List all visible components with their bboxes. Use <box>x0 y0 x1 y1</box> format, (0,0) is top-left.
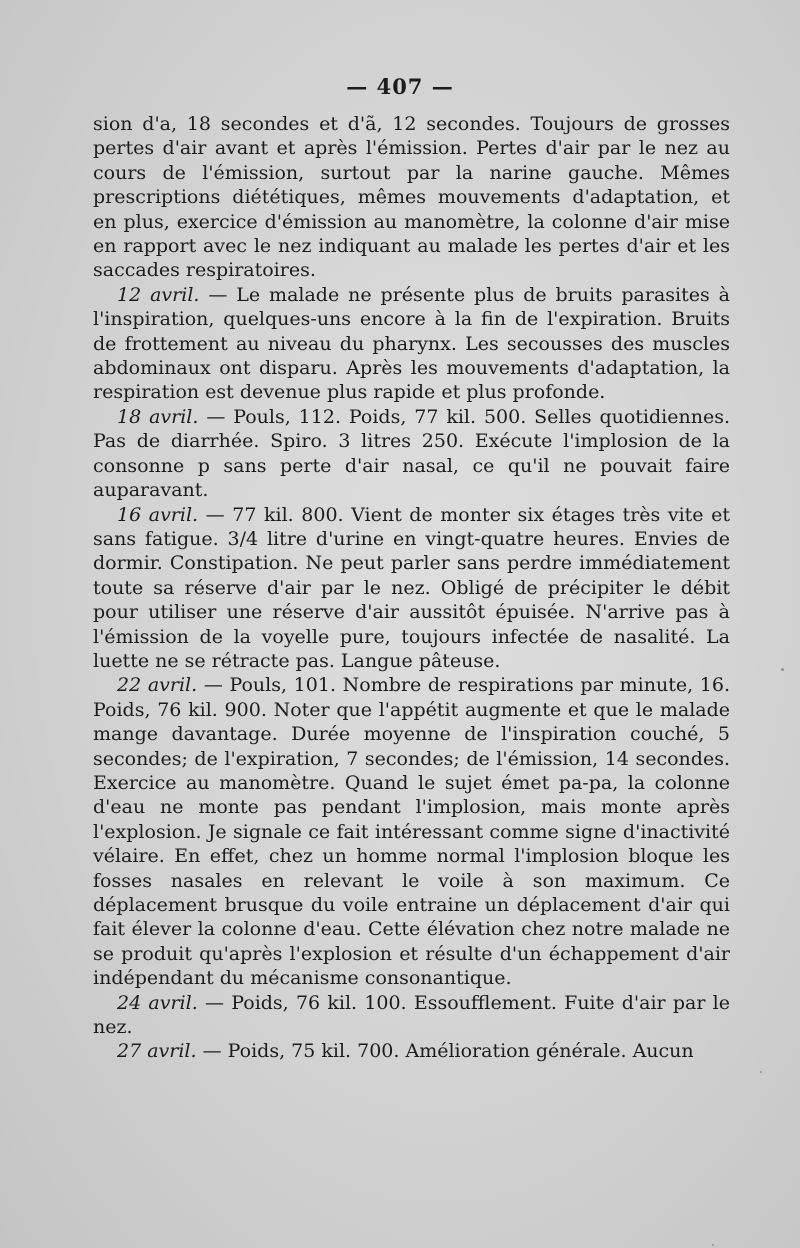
paper-speckle <box>781 668 784 671</box>
entry-text: — Le malade ne présente plus de bruits parasites à l'inspiration, quelques-uns encore à la fin de l'expiration. Bruits de frottement au niveau du pharynx. Les secousses des muscles abdominaux ont disparu. Après les mouvements d'adaptation, la respiration est devenue plus rapide et plus profonde. <box>93 283 730 404</box>
diary-entry-22-avril <box>93 673 730 990</box>
entry-text: — 77 kil. 800. Vient de monter six étages très vite et sans fatigue. 3/4 litre d'urine en vingt-quatre heures. Envies de dormir. Constipation. Ne peut parler sans perdre immédiatement toute sa réserve d'air par le nez. Obligé de précipiter le débit pour utiliser une réserve d'air aussitôt épuisée. N'arrive pas à l'émission de la voyelle pure, toujours infectée de nasalité. La luette ne se rétracte pas. Langue pâteuse. <box>93 503 730 672</box>
diary-entry-18-avril <box>93 405 730 503</box>
entry-date: 16 avril. <box>117 503 199 526</box>
entry-text: — Pouls, 101. Nombre de respirations par minute, 16. Poids, 76 kil. 900. Noter que l'appétit augmente et que le malade mange davantage. Durée moyenne de l'inspiration couché, 5 secondes; de l'expiration, 7 secondes; de l'émission, 14 secondes. Exercice au manomètre. Quand le sujet émet pa-pa, la colonne d'eau ne monte pas pendant l'implosion, mais monte après l'explosion. Je signale ce fait intéressant comme signe d'inactivité vélaire. En effet, chez un homme normal l'implosion bloque les fosses nasales en relevant le voile à son maximum. Ce déplacement brusque du voile entraine un déplacement d'air qui fait élever la colonne d'eau. Cette élévation chez notre malade ne se produit qu'après l'explosion et résulte d'un échappement d'air indépendant du mécanisme consonantique. <box>93 674 730 990</box>
entry-date: 27 avril. <box>117 1040 197 1063</box>
entry-text: — Pouls, 112. Poids, 77 kil. 500. Selles quotidiennes. Pas de diarrhée. Spiro. 3 litres 250. Exécute l'implosion de la consonne p sans perte d'air nasal, ce qu'il ne pouvait faire auparavant. <box>93 405 730 502</box>
paragraph-text: sion d'a, 18 secondes et d'ã, 12 secondes. Toujours de grosses pertes d'air avant et après l'émission. Pertes d'air par le nez au cours de l'émission, surtout par la narine gauche. Mêmes prescriptions diététiques, mêmes mouvements d'adaptation, et en plus, exercice d'émission au manomètre, la colonne d'air mise en rapport avec le nez indiquant au malade les pertes d'air et les saccades respiratoires. <box>93 113 730 282</box>
paper-speckle <box>712 1244 714 1246</box>
diary-entry-27-avril <box>93 1039 730 1063</box>
page-number: — 407 — <box>346 74 454 99</box>
entry-date: 22 avril. <box>117 674 198 697</box>
paper-speckle <box>760 1071 762 1073</box>
entry-text: — Poids, 76 kil. 100. Essoufflement. Fuite d'air par le nez. <box>93 991 730 1039</box>
diary-entry-24-avril <box>93 991 730 1040</box>
entry-text: — Poids, 75 kil. 700. Amélioration générale. Aucun <box>196 1040 694 1063</box>
diary-entry-12-avril <box>93 283 730 405</box>
paragraph-continuation <box>93 112 730 283</box>
entry-date: 18 avril. <box>117 405 199 428</box>
entry-date: 24 avril. <box>117 991 198 1014</box>
body-text <box>93 112 730 1064</box>
entry-date: 12 avril. <box>117 283 200 306</box>
diary-entry-16-avril <box>93 503 730 674</box>
